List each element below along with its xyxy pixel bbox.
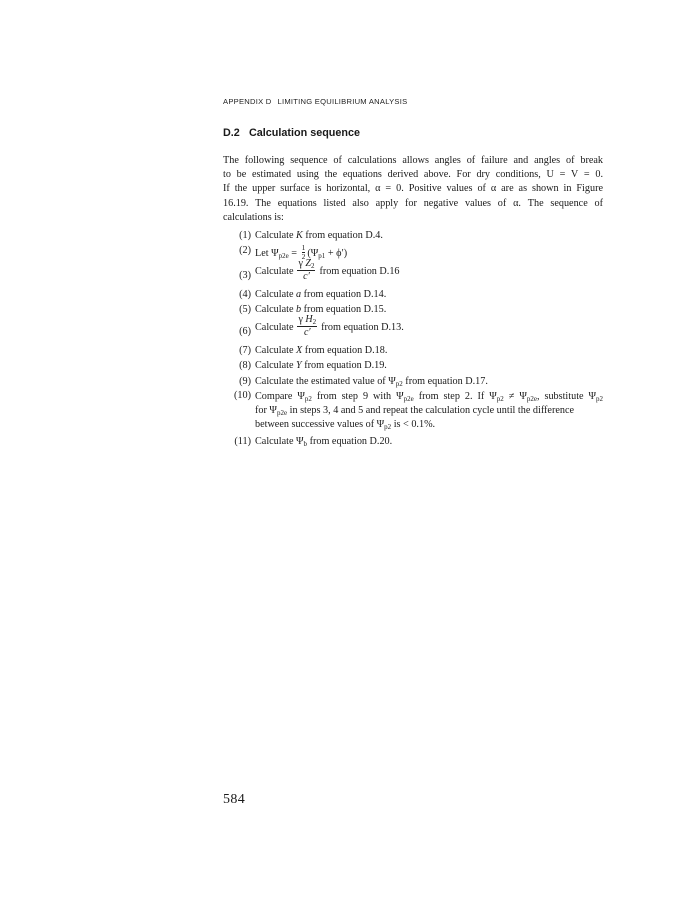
intro-paragraph bbox=[223, 154, 603, 225]
step-line: for $\Psi_{p2e}$ in steps 3, 4 and 5 and repeat the calculation cycle until the difference bbox=[255, 405, 574, 418]
paragraph-line: If the upper surface is horizontal, α = 0. Positive values of α are as shown in Figure bbox=[223, 183, 603, 195]
step-number: (11) bbox=[234, 436, 251, 447]
step-number: (7) bbox=[239, 345, 251, 356]
section-heading bbox=[223, 127, 360, 139]
running-head-title: LIMITING EQUILIBRIUM ANALYSIS bbox=[277, 97, 408, 106]
step-number: (4) bbox=[239, 289, 251, 300]
step-number: (5) bbox=[239, 304, 251, 315]
step-line: between successive values of $\Psi_{p2}$ is < 0.1%. bbox=[255, 419, 436, 432]
step-text: Calculate $\frac{\gamma Z_2}{c'}$ from equation D.16 bbox=[255, 258, 400, 282]
running-head bbox=[223, 97, 407, 106]
step-text: Calculate X from equation D.18. bbox=[255, 345, 388, 356]
step-text: Calculate the estimated value of $\Psi_{p2}$ from equation D.17. bbox=[255, 376, 488, 388]
step-number: (9) bbox=[239, 376, 251, 387]
step-text: Let $\Psi_{p2e}$ = $\frac{1}{2}$ $(\Psi_{p1} + \phi')$ bbox=[255, 243, 348, 261]
step-number: (10) bbox=[234, 390, 251, 401]
section-title: Calculation sequence bbox=[249, 127, 361, 139]
step-number: (6) bbox=[239, 326, 251, 337]
step-text bbox=[255, 390, 603, 433]
step-text: Calculate Y from equation D.19. bbox=[255, 360, 387, 371]
step-text: Calculate K from equation D.4. bbox=[255, 230, 383, 241]
step-text: Calculate $\Psi_b$ from equation D.20. bbox=[255, 436, 393, 448]
paragraph-line: The following sequence of calculations allows angles of failure and angles of break bbox=[223, 155, 603, 166]
paragraph-line: to be estimated using the equations derived above. For dry conditions, U = V = 0. bbox=[223, 169, 603, 181]
step-number: (3) bbox=[239, 270, 251, 281]
paragraph-line: 16.19. The equations listed also apply for negative values of α. The sequence of bbox=[223, 197, 603, 209]
step-text: Calculate b from equation D.15. bbox=[255, 304, 387, 315]
half-fraction: $\frac{1}{2}$ bbox=[301, 243, 306, 261]
fraction: $\frac{\gamma H_2}{c'}$ bbox=[298, 314, 317, 338]
step-number: (2) bbox=[239, 245, 251, 256]
page-number: 584 bbox=[223, 792, 246, 807]
step-number: (1) bbox=[239, 230, 251, 241]
running-head-appendix: APPENDIX D bbox=[223, 97, 272, 106]
step-number: (8) bbox=[239, 360, 251, 371]
step-text: Calculate a from equation D.14. bbox=[255, 289, 387, 300]
step-line: Compare $\Psi_{p2}$ from step 9 with $\Psi_{p2e}$ from step 2. If $\Psi_{p2} \ne \Psi_{p2e}$, substitute $\Psi_{p2}$ bbox=[255, 391, 604, 403]
step-text: Calculate $\frac{\gamma H_2}{c'}$ from equation D.13. bbox=[255, 314, 404, 338]
fraction: $\frac{\gamma Z_2}{c'}$ bbox=[298, 258, 315, 282]
paragraph-line: calculations is: bbox=[223, 211, 284, 223]
section-number: D.2 bbox=[223, 127, 240, 139]
